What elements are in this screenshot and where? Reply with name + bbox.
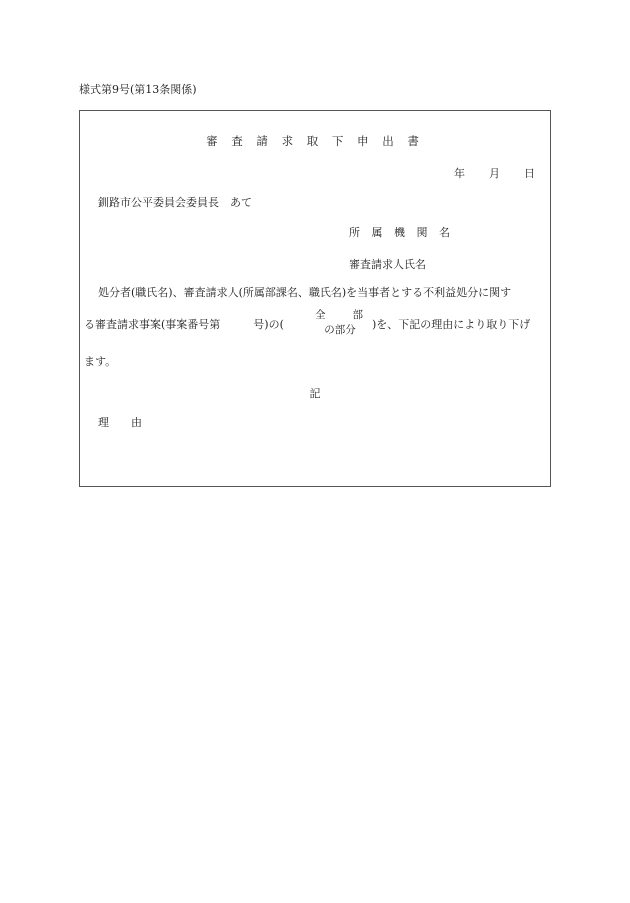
request-withdrawal-form [79, 110, 551, 487]
day-label: 日 [524, 167, 535, 180]
choice-part: の部分 [324, 324, 356, 336]
department-label: 所 属 機 関 名 [349, 226, 454, 239]
requester-name-label: 審査請求人氏名 [349, 258, 426, 271]
body-text-line-2-end: )を、下記の理由により取り下げ [372, 318, 531, 331]
ki-heading: 記 [309, 387, 321, 400]
month-label: 月 [489, 167, 500, 180]
choice-all: 全 部 [315, 309, 365, 321]
body-text-line-3: ます。 [84, 355, 117, 368]
reason-label: 理 由 [98, 416, 142, 429]
document-title: 審 査 請 求 取 下 申 出 書 [206, 134, 424, 148]
form-number-label: 様式第9号(第13条関係) [79, 83, 197, 96]
body-text-line-2: る審査請求事案(事案番号第 号)の( [84, 318, 284, 331]
body-text-line-1: 処分者(職氏名)、審査請求人(所属部課名、職氏名)を当事者とする不利益処分に関す [98, 286, 512, 299]
addressee: 釧路市公平委員会委員長 あて [98, 196, 252, 209]
year-label: 年 [454, 167, 465, 180]
date-line [454, 165, 535, 181]
scope-choice [312, 307, 368, 337]
